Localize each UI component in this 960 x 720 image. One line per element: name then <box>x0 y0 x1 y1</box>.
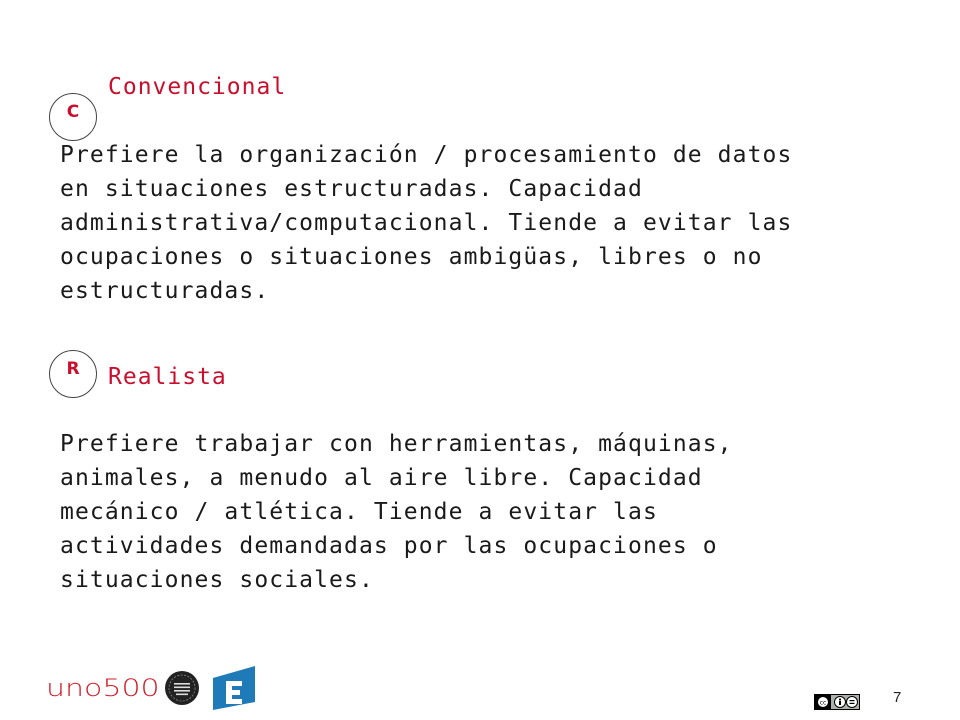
uno500-logo: uno500 <box>46 674 160 703</box>
creative-commons-icon <box>814 694 860 714</box>
badge-c <box>49 93 97 141</box>
badge-letter: R <box>66 359 80 379</box>
badge-letter: C <box>66 102 80 122</box>
page-number: 7 <box>893 689 902 706</box>
e-logo-icon <box>213 666 255 714</box>
badge-r <box>49 350 97 398</box>
seal-logo <box>164 670 200 710</box>
section-body-realista: Prefiere trabajar con herramientas, máquinas, animales, a menudo al aire libre. Capacidad mecánico / atlética. Tiende a evitar las actividades demandadas por las ocupaciones o situaciones sociales. <box>60 431 733 593</box>
svg-text:cc: cc <box>819 699 827 707</box>
section-heading-convencional: Convencional <box>108 74 287 100</box>
section-heading-realista: Realista <box>108 364 227 390</box>
section-body-convencional: Prefiere la organización / procesamiento de datos en situaciones estructuradas. Capacidad administrativa/computacional. Tiende a evitar las ocupaciones o situaciones ambigüas, libres o no estructuradas. <box>60 142 793 304</box>
